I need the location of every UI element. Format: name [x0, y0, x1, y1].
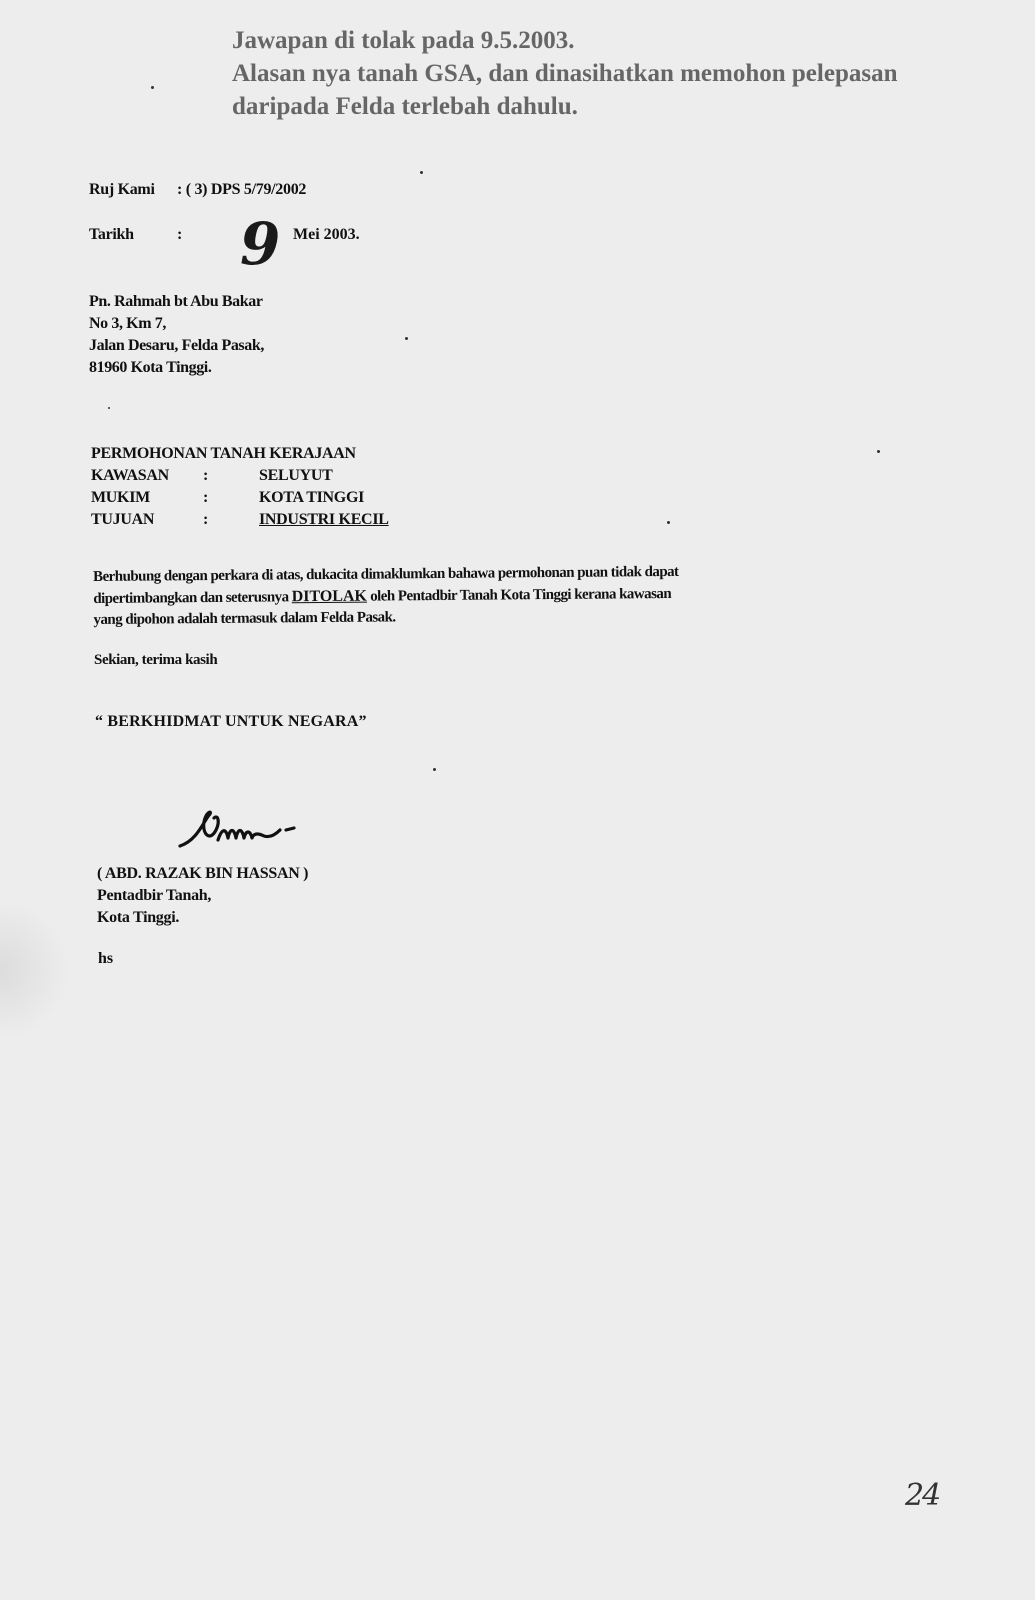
date-line — [89, 226, 182, 244]
rejected-emphasis: DITOLAK — [291, 587, 368, 606]
reference-line — [89, 181, 306, 199]
subject-value: INDUSTRI KECIL — [259, 511, 389, 528]
scan-speck — [667, 521, 670, 524]
body-line-2-start: dipertimbangkan dan seterusnya — [93, 589, 292, 607]
date-separator: : — [177, 226, 183, 243]
scan-shadow — [0, 900, 70, 1040]
scan-speck — [877, 450, 880, 453]
body-line-3: yang dipohon adalah termasuk dalam Felda Pasak. — [93, 609, 396, 628]
signer-title: Pentadbir Tanah, — [97, 887, 212, 904]
subject-sep: : — [203, 511, 209, 528]
address-line: Jalan Desaru, Felda Pasak, — [89, 337, 264, 354]
closing-remark: Sekian, terima kasih — [94, 652, 218, 668]
signer-block — [97, 863, 308, 929]
handwritten-day: 9 — [240, 210, 281, 278]
subject-key: MUKIM — [91, 489, 150, 506]
subject-value: SELUYUT — [259, 467, 333, 484]
subject-block — [91, 443, 389, 531]
subject-title: PERMOHONAN TANAH KERAJAAN — [91, 445, 356, 462]
reference-separator: : — [177, 181, 183, 198]
scan-speck — [108, 407, 110, 409]
subject-row — [91, 509, 389, 531]
typist-initials: hs — [98, 950, 114, 967]
date-label: Tarikh — [89, 226, 134, 243]
subject-sep: : — [203, 467, 209, 484]
date-value: Mei 2003. — [293, 226, 360, 243]
scan-speck — [433, 768, 436, 771]
signature — [168, 800, 318, 860]
reference-value: ( 3) DPS 5/79/2002 — [185, 181, 307, 198]
scan-speck — [151, 86, 154, 89]
body-line-1: Berhubung dengan perkara di atas, dukacita dimaklumkan bahawa permohonan puan tidak dapat — [93, 563, 679, 585]
rejection-annotation — [232, 24, 1012, 123]
scan-speck — [405, 337, 408, 340]
body-line-2-end: oleh Pentadbir Tanah Kota Tinggi kerana kawasan — [366, 585, 672, 605]
signer-name: ( ABD. RAZAK BIN HASSAN ) — [97, 865, 309, 882]
annotation-line-1: Jawapan di tolak pada 9.5.2003. — [232, 27, 575, 54]
subject-row — [91, 487, 389, 509]
address-line: 81960 Kota Tinggi. — [89, 359, 212, 376]
letter-body — [93, 560, 874, 631]
handwritten-page-number: 24 — [905, 1478, 940, 1513]
subject-key: TUJUAN — [91, 511, 155, 528]
signer-office: Kota Tinggi. — [97, 909, 180, 926]
recipient-address — [89, 291, 264, 379]
address-line: Pn. Rahmah bt Abu Bakar — [89, 293, 263, 310]
annotation-line-2: Alasan nya tanah GSA, dan dinasihatkan memohon pelepasan — [232, 60, 898, 87]
subject-sep: : — [203, 489, 209, 506]
reference-label: Ruj Kami — [89, 181, 155, 198]
subject-value: KOTA TINGGI — [259, 489, 365, 506]
subject-key: KAWASAN — [91, 467, 169, 484]
address-line: No 3, Km 7, — [89, 315, 166, 332]
annotation-line-3: daripada Felda terlebah dahulu. — [232, 93, 578, 120]
subject-row — [91, 465, 389, 487]
motto: “ BERKHIDMAT UNTUK NEGARA” — [95, 713, 367, 730]
scan-speck — [420, 171, 423, 174]
